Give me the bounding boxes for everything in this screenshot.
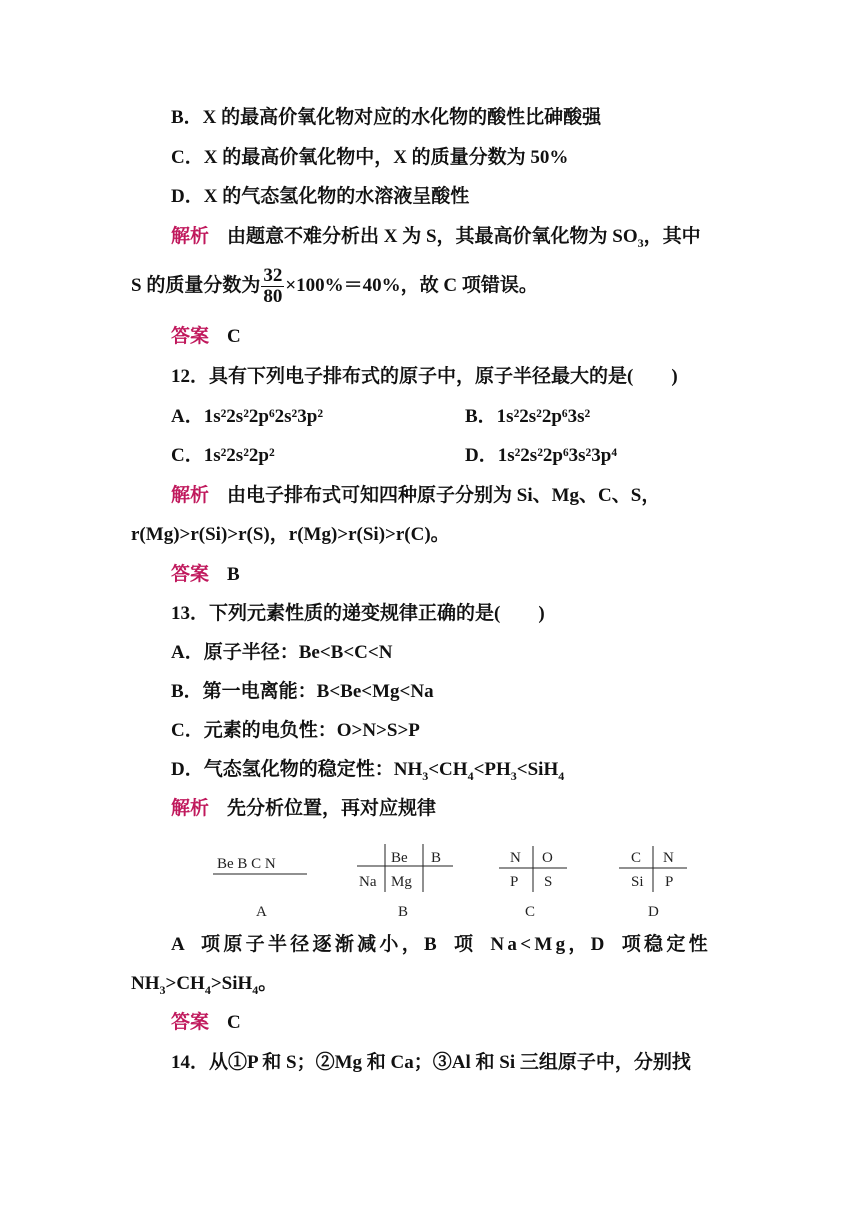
q12-option-c: C．1s²2s²2p² [171, 445, 275, 466]
subscript: 3 [422, 768, 429, 783]
q13-option-b: B．第一电离能：B<Be<Mg<Na [171, 681, 434, 702]
q11-analysis-line1 [171, 225, 701, 249]
diagram-c-label: C [525, 904, 536, 920]
answer-label: 答案 [171, 1012, 210, 1033]
q13-conclusion-text: 。 [258, 973, 278, 994]
periodic-position-diagrams [205, 836, 705, 926]
q13-option-d-text: <CH [428, 759, 468, 780]
diagram-a-label: A [256, 904, 267, 920]
diagram-c [499, 846, 567, 920]
diagram-b-label: B [398, 904, 409, 920]
diagram-d-cell: N [663, 850, 674, 866]
answer-label: 答案 [171, 326, 210, 347]
q13-analysis [171, 797, 436, 821]
analysis-label: 解析 [171, 798, 210, 819]
q13-analysis-text: 先分析位置，再对应规律 [227, 798, 437, 819]
q13-conclusion-text: >CH [165, 973, 205, 994]
q12-analysis-text: 由电子排布式可知四种原子分别为 Si、Mg、C、S， [227, 485, 661, 506]
fraction [261, 266, 284, 307]
answer-label: 答案 [171, 564, 210, 585]
diagram-d [619, 846, 687, 920]
diagram-b [357, 844, 453, 920]
answer-value: B [227, 564, 240, 585]
diagram-a [213, 856, 307, 920]
q12-stem: 12．具有下列电子排布式的原子中，原子半径最大的是( ) [171, 366, 678, 387]
q13-option-a: A．原子半径：Be<B<C<N [171, 642, 393, 663]
diagram-a-row: Be B C N [217, 856, 276, 872]
q12-option-d: D．1s²2s²2p⁶3s²3p⁴ [465, 445, 618, 466]
diagram-b-cell: Na [359, 874, 377, 890]
diagram-d-label: D [648, 904, 659, 920]
q13-option-d-text: D．气态氢化物的稳定性：NH [171, 759, 423, 780]
fraction-denominator: 80 [263, 286, 283, 308]
analysis-label: 解析 [171, 485, 210, 506]
analysis-label: 解析 [171, 226, 210, 247]
diagram-b-cell: Mg [391, 874, 412, 890]
q11-option-b: B．X 的最高价氧化物对应的水化物的酸性比砷酸强 [171, 107, 602, 128]
fraction-numerator: 32 [263, 265, 283, 287]
diagram-d-cell: P [665, 874, 674, 890]
diagram-c-cell: P [510, 874, 519, 890]
q12-analysis-line1 [171, 484, 660, 508]
subscript: 4 [204, 982, 211, 997]
q13-conclusion-line1: A 项原子半径逐渐减小，B 项 Na<Mg，D 项稳定性 [171, 934, 711, 955]
subscript: 4 [467, 768, 474, 783]
q13-option-c: C．元素的电负性：O>N>S>P [171, 720, 420, 741]
q11-option-c: C．X 的最高价氧化物中，X 的质量分数为 50% [171, 147, 569, 168]
q14-stem: 14．从①P 和 S；②Mg 和 Ca；③Al 和 Si 三组原子中，分别找 [171, 1052, 691, 1073]
q13-conclusion-text: >SiH [210, 973, 253, 994]
q11-answer [171, 325, 241, 349]
q12-answer [171, 563, 240, 587]
q11-analysis-subscript: 3 [637, 235, 644, 250]
q13-stem: 13．下列元素性质的递变规律正确的是( ) [171, 603, 545, 624]
q11-analysis-text: 由题意不难分析出 X 为 S，其最高价氧化物为 SO [227, 226, 638, 247]
diagram-c-cell: N [510, 850, 521, 866]
q13-option-d-text: <PH [473, 759, 511, 780]
diagram-c-cell: O [542, 850, 553, 866]
diagram-b-cell: Be [391, 850, 408, 866]
q11-option-d: D．X 的气态氢化物的水溶液呈酸性 [171, 186, 470, 207]
q11-analysis-text2-end: ×100%＝40%，故 C 项错误。 [285, 275, 538, 296]
q12-analysis-line2: r(Mg)>r(Si)>r(S)，r(Mg)>r(Si)>r(C)。 [131, 524, 450, 545]
diagram-d-cell: Si [631, 874, 644, 890]
q13-conclusion-text: NH [131, 973, 160, 994]
q11-analysis-line2 [131, 262, 538, 310]
q13-option-d-text: <SiH [516, 759, 559, 780]
q12-option-a: A．1s²2s²2p⁶2s²3p² [171, 406, 324, 427]
subscript: 3 [510, 768, 517, 783]
answer-value: C [227, 326, 241, 347]
diagram-c-cell: S [544, 874, 553, 890]
q13-conclusion-line2 [131, 972, 277, 996]
answer-value: C [227, 1012, 241, 1033]
subscript: 4 [252, 982, 259, 997]
q12-option-b: B．1s²2s²2p⁶3s² [465, 406, 591, 427]
q11-analysis-text2: S 的质量分数为 [131, 275, 261, 296]
q11-analysis-text-end: ，其中 [643, 226, 701, 247]
q13-option-d [171, 758, 564, 782]
diagram-b-cell: B [431, 850, 442, 866]
subscript: 4 [558, 768, 565, 783]
q13-answer [171, 1011, 241, 1035]
subscript: 3 [159, 982, 166, 997]
diagram-d-cell: C [631, 850, 642, 866]
